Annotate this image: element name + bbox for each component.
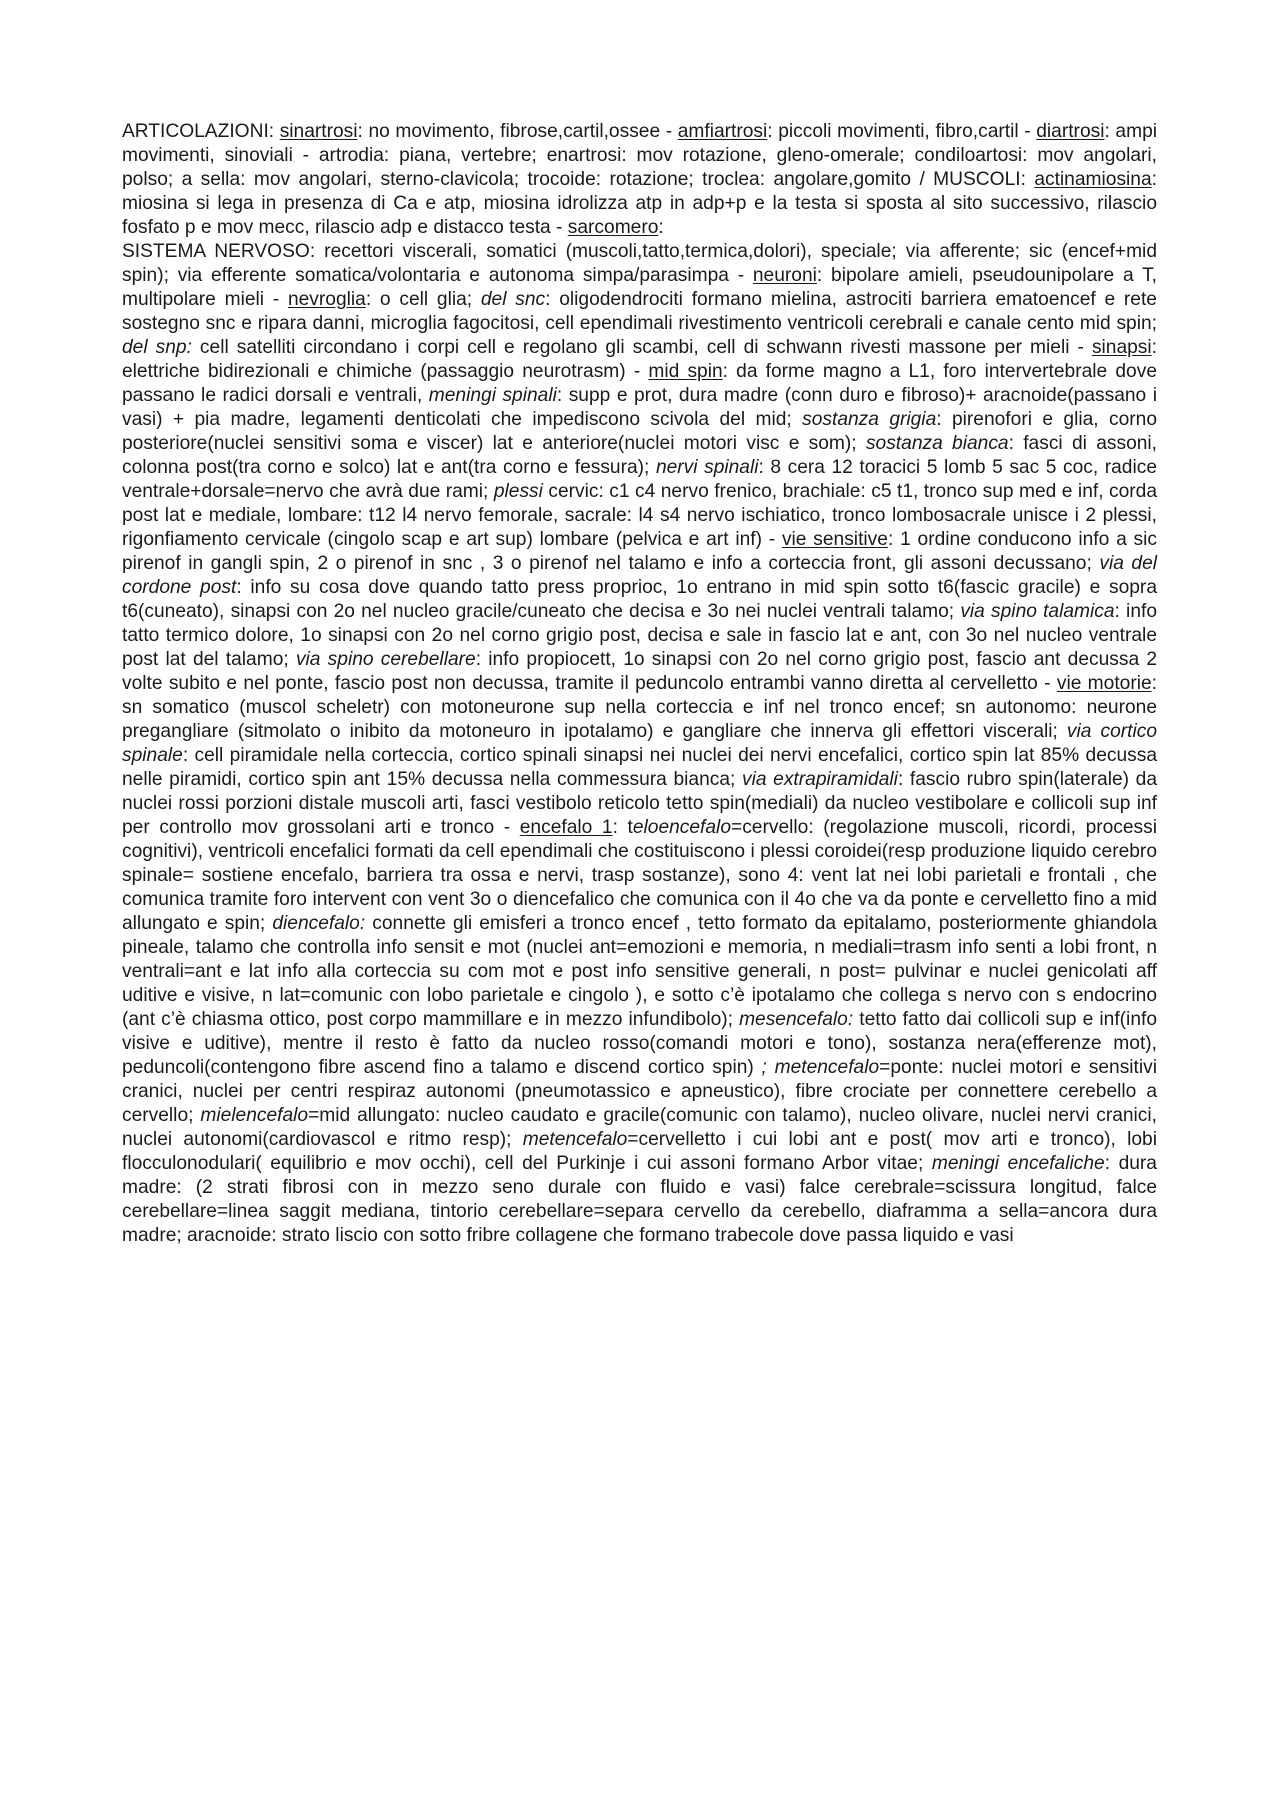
text-run: : t xyxy=(612,817,633,838)
italic-term: eloencefalo xyxy=(632,817,731,838)
paragraph-articolazioni xyxy=(122,120,1157,240)
paragraph-sistema-nervoso xyxy=(122,240,1157,1248)
underlined-term: diartrosi xyxy=(1036,121,1105,142)
underlined-term: mid spin xyxy=(648,361,723,382)
underlined-term: sinartrosi xyxy=(279,121,358,142)
italic-term: meningi encefaliche xyxy=(931,1153,1105,1174)
underlined-term: sinapsi xyxy=(1091,337,1152,358)
italic-term: via spino talamica xyxy=(960,601,1115,622)
italic-term: nervi spinali xyxy=(655,457,759,478)
underlined-term: vie sensitive xyxy=(781,529,888,550)
underlined-term: nevroglia xyxy=(287,289,366,310)
text-run: : miosina si lega in presenza di Ca e atp, miosina idrolizza atp in adp+p e la testa si sposta al sito successivo, rilascio fosfato p e mov mecc, rilascio adp e distacco testa - xyxy=(122,169,1157,238)
text-run: ARTICOLAZIONI: xyxy=(122,121,280,142)
italic-term: via cortico spinale xyxy=(122,721,1158,766)
text-run: : bipolare amieli, pseudounipolare a T, multipolare mieli - xyxy=(122,265,1157,310)
italic-term: mesencefalo: xyxy=(739,1009,854,1030)
text-run: : info tatto termico dolore, 1o sinapsi con 2o nel corno grigio post, decisa e sale in fascio lat e ant, con 3o nel nucleo ventrale post lat del talamo; xyxy=(122,601,1157,670)
text-run: : da forme magno a L1, foro intervertebrale dove passano le radici dorsali e ventrali, xyxy=(122,361,1157,406)
text-run: : ampi movimenti, sinoviali - artrodia: piana, vertebre; enartrosi: mov rotazione, gleno-omerale; condiloartosi: mov angolari, polso; a sella: mov angolari, sterno-clavicola; trocoide: rotazione; troclea: angolare,gomito / MUSCOLI: xyxy=(122,121,1157,190)
text-run: : fasci di assoni, colonna post(tra corno e solco) lat e ant(tra corno e fessura); xyxy=(122,433,1158,478)
italic-term: via spino cerebellare xyxy=(295,649,476,670)
underlined-term: vie motorie xyxy=(1056,673,1152,694)
document-page xyxy=(122,120,1157,1248)
italic-term: diencefalo: xyxy=(272,913,366,934)
underlined-term: amfiartrosi xyxy=(677,121,768,142)
text-run: : elettriche bidirezionali e chimiche (passaggio neurotrasm) - xyxy=(122,337,1158,382)
text-run: : info su cosa dove quando tatto press proprioc, 1o entrano in mid spin sotto t6(fascic gracile) e sopra t6(cuneato), sinapsi con 2o nel nucleo gracile/cuneato che decisa e 3o nei nuclei ventrali talamo; xyxy=(122,577,1157,622)
text-run: : piccoli movimenti, fibro,cartil - xyxy=(767,121,1037,142)
italic-term: del snp: xyxy=(122,337,192,358)
underlined-term: actinamiosina xyxy=(1034,169,1152,190)
text-run: : supp e prot, dura madre (conn duro e fibroso)+ aracnoide(passano i vasi) + pia madre, legamenti denticolati che impediscono scivola del mid; xyxy=(122,385,1157,430)
text-run: : info propiocett, 1o sinapsi con 2o nel corno grigio post, fascio ant decussa 2 volte subito e nel ponte, fascio post non decussa, tramite il peduncolo entrambi vanno diretta al cervelletto - xyxy=(122,649,1157,694)
text-run: : dura madre: (2 strati fibrosi con in mezzo seno durale con fluido e vasi) falce cerebrale=scissura longitud, falce cerebellare=linea saggit mediana, tintorio cerebellare=separa cervello da cerebello, diaframma a sella=ancora dura madre; aracnoide: strato liscio con sotto fribre collagene che formano trabecole dove passa liquido e vasi xyxy=(122,1153,1157,1246)
text-run: : 1 ordine conducono info a sic pirenof in gangli spin, 2 o pirenof in snc , 3 o pirenof nel talamo e info a corteccia front, gli assoni decussano; xyxy=(122,529,1157,574)
italic-term: del snc xyxy=(480,289,546,310)
text-run: SISTEMA NERVOSO: recettori viscerali, somatici (muscoli,tatto,termica,dolori), speciale; via afferente; sic (encef+mid spin); via efferente somatica/volontaria e autonoma simpa/parasimpa - xyxy=(122,241,1157,286)
text-run: =cervelletto i cui lobi ant e post( mov arti e tronco), lobi flocculonodulari( equilibrio e mov occhi), cell del Purkinje i cui assoni formano Arbor vitae; xyxy=(122,1129,1157,1174)
text-run: =ponte: nuclei motori e sensitivi cranici, nuclei per centri respiraz autonomi (pneumotassico e apneustico), fibre crociate per connettere cerebello a cervello; xyxy=(122,1057,1158,1126)
text-run: : cell piramidale nella corteccia, cortico spinali sinapsi nei nuclei dei nervi encefalici, cortico spin lat 85% decussa nelle piramidi, cortico spin ant 15% decussa nella commessura bianca; xyxy=(122,745,1157,790)
text-run: : no movimento, fibrose,cartil,ossee - xyxy=(357,121,678,142)
italic-term: mielencefalo xyxy=(200,1105,309,1126)
text-run: : 8 cera 12 toracici 5 lomb 5 sac 5 coc, radice ventrale+dorsale=nervo che avrà due rami; xyxy=(122,457,1157,502)
text-run: : pirenofori e glia, corno posteriore(nuclei sensitivi soma e viscer) lat e anteriore(nuclei motori visc e som); xyxy=(122,409,1158,454)
text-run: : sn somatico (muscol scheletr) con motoneurone sup nella corteccia e inf nel tronco encef; sn autonomo: neurone pregangliare (sitmolato o inibito da motoneuro in ipotalamo) e gangliare che innerva gli effettori viscerali; xyxy=(122,673,1158,742)
text-run: =mid allungato: nucleo caudato e gracile(comunic con talamo), nucleo olivare, nuclei nervi cranici, nuclei autonomi(cardiovascol e ritmo resp); xyxy=(122,1105,1157,1150)
italic-term: sostanza bianca xyxy=(865,433,1009,454)
italic-term: meningi spinali xyxy=(428,385,557,406)
underlined-term: encefalo 1 xyxy=(519,817,613,838)
italic-term: via extrapiramidali xyxy=(741,769,898,790)
italic-term: ; metencefalo xyxy=(761,1057,880,1078)
underlined-term: neuroni xyxy=(752,265,817,286)
text-run: : fascio rubro spin(laterale) da nuclei rossi porzioni distale muscoli arti, fasci vestibolo reticolo tetto spin(mediali) da nucleo vestibolare e collicoli sup inf per controllo mov grossolani arti e tronco - xyxy=(122,769,1158,838)
text-run: =cervello: (regolazione muscoli, ricordi, processi cognitivi), ventricoli encefalici formati da cell ependimali che costituiscono i plessi coroidei(resp produzione liquido cerebro spinale= sostiene encefalo, barriera tra ossa e nervi, trasp sostanze), sono 4: vent lat nei lobi parietali e frontali , che comunica tramite foro intervent con vent 3o o diencefalico che comunica con il 4o che va da ponte e cervelletto fino a mid allungato e spin; xyxy=(122,817,1158,934)
italic-term: plessi xyxy=(493,481,543,502)
text-run: tetto fatto dai collicoli sup e inf(info visive e uditive), mentre il resto è fatto da nucleo rosso(comandi motori e tono), sostanza nera(efferenze mot), peduncoli(contengono fibre ascend fino a talamo e discend cortico spin) xyxy=(122,1009,1157,1078)
underlined-term: sarcomero xyxy=(567,217,659,238)
text-run: cervic: c1 c4 nervo frenico, brachiale: c5 t1, tronco sup med e inf, corda post lat e mediale, lombare: t12 l4 nervo femorale, sacrale: l4 s4 nervo ischiatico, tronco lombosacrale unisce i 2 plessi, rigonfiamento cervicale (cingolo scap e art sup) lombare (pelvica e art inf) - xyxy=(122,481,1157,550)
text-run: : o cell glia; xyxy=(365,289,481,310)
italic-term: sostanza grigia xyxy=(802,409,937,430)
text-run: connette gli emisferi a tronco encef , tetto formato da epitalamo, posteriormente ghiandola pineale, talamo che controlla info sensit e mot (nuclei ant=emozioni e memoria, n mediali=trasm info senti a lobi front, n ventrali=ant e lat info alla corteccia su com mot e post info sensitive generali, n post= pulvinar e nuclei genicolati aff uditive e visive, n lat=comunic con lobo parietale e cingolo ), e sotto c’è ipotalamo che collega s nervo con s endocrino (ant c’è chiasma ottico, post corpo mammillare e in mezzo infundibolo); xyxy=(122,913,1158,1030)
text-run: cell satelliti circondano i corpi cell e regolano gli scambi, cell di schwann rivesti massone per mieli - xyxy=(191,337,1092,358)
italic-term: via del cordone post xyxy=(122,553,1158,598)
text-run: : oligodendrociti formano mielina, astrociti barriera ematoencef e rete sostegno snc e ripara danni, microglia fagocitosi, cell ependimali rivestimento ventricoli cerebrali e canale cento mid spin; xyxy=(122,289,1157,334)
text-run: : xyxy=(658,217,664,238)
italic-term: metencefalo xyxy=(522,1129,628,1150)
